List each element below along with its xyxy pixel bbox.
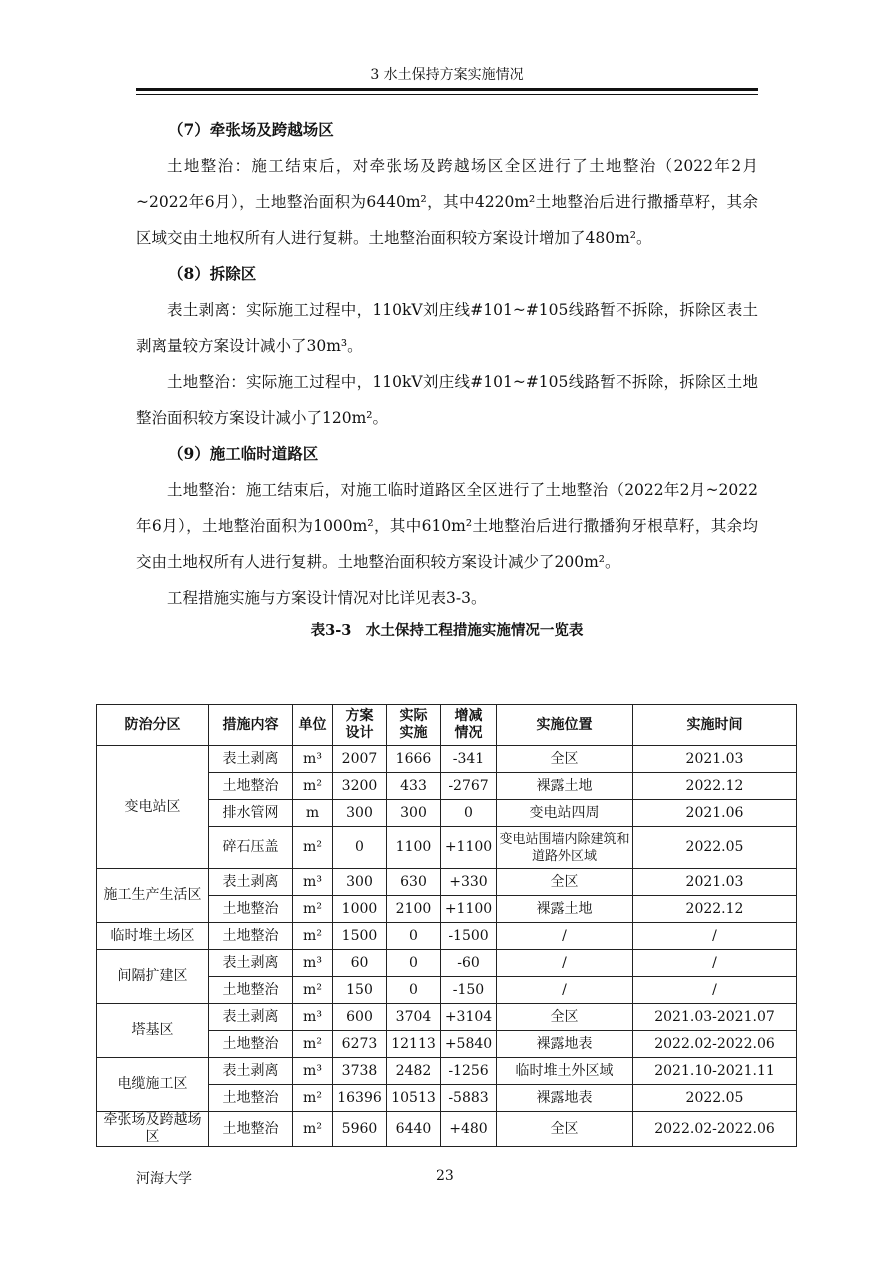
- design-cell: 60: [333, 950, 387, 977]
- actual-cell: 2482: [387, 1058, 441, 1085]
- col-location: 实施位置: [497, 705, 633, 746]
- paragraph: 土地整治：施工结束后，对牵张场及跨越场区全区进行了土地整治（2022年2月~2022年6月），土地整治面积为6440m²，其中4220m²土地整治后进行撒播草籽，其余区域交由土地权所有人进行复耕。土地整治面积较方案设计增加了480m²。: [136, 157, 758, 247]
- unit-cell: m²: [293, 827, 333, 869]
- measure-cell: 表土剥离: [209, 1058, 293, 1085]
- location-cell: 变电站围墙内除建筑和道路外区域: [497, 827, 633, 869]
- change-cell: +1100: [441, 896, 497, 923]
- change-cell: 0: [441, 800, 497, 827]
- time-cell: 2021.03: [633, 869, 797, 896]
- location-cell: 全区: [497, 1112, 633, 1147]
- section-heading-8: （8）拆除区: [168, 264, 257, 283]
- header-rule-thin: [136, 94, 758, 95]
- change-cell: -341: [441, 746, 497, 773]
- time-cell: 2022.02-2022.06: [633, 1031, 797, 1058]
- table-row: [97, 1058, 797, 1085]
- zone-cell: 变电站区: [97, 746, 209, 869]
- location-cell: 全区: [497, 1004, 633, 1031]
- section-heading-7: （7）牵张场及跨越场区: [168, 120, 334, 139]
- unit-cell: m²: [293, 1031, 333, 1058]
- change-cell: +1100: [441, 827, 497, 869]
- design-cell: 300: [333, 869, 387, 896]
- time-cell: /: [633, 977, 797, 1004]
- design-cell: 0: [333, 827, 387, 869]
- change-cell: +3104: [441, 1004, 497, 1031]
- location-cell: 裸露土地: [497, 773, 633, 800]
- paragraph: 工程措施实施与方案设计情况对比详见表3-3。: [167, 589, 487, 607]
- footer-org: 河海大学: [136, 1171, 192, 1187]
- measure-cell: 表土剥离: [209, 950, 293, 977]
- actual-cell: 2100: [387, 896, 441, 923]
- measure-cell: 表土剥离: [209, 1004, 293, 1031]
- actual-cell: 630: [387, 869, 441, 896]
- actual-cell: 1666: [387, 746, 441, 773]
- time-cell: 2022.05: [633, 1085, 797, 1112]
- zone-cell: 电缆施工区: [97, 1058, 209, 1112]
- change-cell: +330: [441, 869, 497, 896]
- zone-cell: 塔基区: [97, 1004, 209, 1058]
- col-change: 增减 情况: [441, 705, 497, 746]
- location-cell: 裸露地表: [497, 1031, 633, 1058]
- design-cell: 600: [333, 1004, 387, 1031]
- zone-cell: 牵张场及跨越场区: [97, 1112, 209, 1147]
- unit-cell: m²: [293, 773, 333, 800]
- actual-cell: 0: [387, 923, 441, 950]
- time-cell: /: [633, 923, 797, 950]
- unit-cell: m: [293, 800, 333, 827]
- paragraph: 表土剥离：实际施工过程中，110kV刘庄线#101~#105线路暂不拆除，拆除区表土剥离量较方案设计减小了30m³。: [136, 301, 758, 355]
- table-row: [97, 950, 797, 977]
- time-cell: /: [633, 950, 797, 977]
- col-zone: 防治分区: [97, 705, 209, 746]
- location-cell: 变电站四周: [497, 800, 633, 827]
- zone-cell: 临时堆土场区: [97, 923, 209, 950]
- location-cell: 全区: [497, 869, 633, 896]
- measure-cell: 碎石压盖: [209, 827, 293, 869]
- change-cell: -2767: [441, 773, 497, 800]
- actual-cell: 12113: [387, 1031, 441, 1058]
- measure-cell: 表土剥离: [209, 746, 293, 773]
- col-time: 实施时间: [633, 705, 797, 746]
- actual-cell: 0: [387, 977, 441, 1004]
- change-cell: -1500: [441, 923, 497, 950]
- time-cell: 2022.02-2022.06: [633, 1112, 797, 1147]
- table-caption: 表3-3 水土保持工程措施实施情况一览表: [310, 622, 584, 639]
- zone-cell: 间隔扩建区: [97, 950, 209, 1004]
- actual-cell: 3704: [387, 1004, 441, 1031]
- body-text: [136, 112, 758, 646]
- location-cell: 裸露地表: [497, 1085, 633, 1112]
- table-row: [97, 869, 797, 896]
- page-number: 23: [436, 1168, 454, 1184]
- design-cell: 2007: [333, 746, 387, 773]
- time-cell: 2021.10-2021.11: [633, 1058, 797, 1085]
- measure-cell: 排水管网: [209, 800, 293, 827]
- time-cell: 2022.12: [633, 896, 797, 923]
- section-heading-9: （9）施工临时道路区: [168, 444, 319, 463]
- measure-cell: 土地整治: [209, 1112, 293, 1147]
- actual-cell: 6440: [387, 1112, 441, 1147]
- measure-cell: 表土剥离: [209, 869, 293, 896]
- actual-cell: 0: [387, 950, 441, 977]
- design-cell: 3200: [333, 773, 387, 800]
- location-cell: /: [497, 923, 633, 950]
- col-unit: 单位: [293, 705, 333, 746]
- unit-cell: m³: [293, 1058, 333, 1085]
- change-cell: +5840: [441, 1031, 497, 1058]
- time-cell: 2021.03: [633, 746, 797, 773]
- running-header: 3 水土保持方案实施情况: [370, 67, 524, 83]
- design-cell: 150: [333, 977, 387, 1004]
- table-row: [97, 1004, 797, 1031]
- design-cell: 16396: [333, 1085, 387, 1112]
- unit-cell: m²: [293, 1112, 333, 1147]
- unit-cell: m³: [293, 950, 333, 977]
- table-header-row: [97, 705, 797, 746]
- location-cell: 全区: [497, 746, 633, 773]
- col-actual: 实际 实施: [387, 705, 441, 746]
- unit-cell: m²: [293, 923, 333, 950]
- measure-cell: 土地整治: [209, 977, 293, 1004]
- actual-cell: 433: [387, 773, 441, 800]
- design-cell: 1500: [333, 923, 387, 950]
- unit-cell: m³: [293, 746, 333, 773]
- paragraph: 土地整治：施工结束后，对施工临时道路区全区进行了土地整治（2022年2月~2022年6月），土地整治面积为1000m²，其中610m²土地整治后进行撒播狗牙根草籽，其余均交由土地权所有人进行复耕。土地整治面积较方案设计减少了200m²。: [136, 481, 758, 571]
- change-cell: -5883: [441, 1085, 497, 1112]
- design-cell: 5960: [333, 1112, 387, 1147]
- location-cell: 裸露土地: [497, 896, 633, 923]
- change-cell: -1256: [441, 1058, 497, 1085]
- measure-cell: 土地整治: [209, 1031, 293, 1058]
- col-measure: 措施内容: [209, 705, 293, 746]
- location-cell: /: [497, 950, 633, 977]
- paragraph: 土地整治：实际施工过程中，110kV刘庄线#101~#105线路暂不拆除，拆除区土地整治面积较方案设计减小了120m²。: [136, 373, 758, 427]
- measure-cell: 土地整治: [209, 773, 293, 800]
- header-rule-thick: [136, 88, 758, 91]
- actual-cell: 1100: [387, 827, 441, 869]
- actual-cell: 300: [387, 800, 441, 827]
- unit-cell: m³: [293, 869, 333, 896]
- change-cell: +480: [441, 1112, 497, 1147]
- unit-cell: m²: [293, 1085, 333, 1112]
- actual-cell: 10513: [387, 1085, 441, 1112]
- design-cell: 6273: [333, 1031, 387, 1058]
- time-cell: 2022.12: [633, 773, 797, 800]
- table-row: [97, 1112, 797, 1147]
- unit-cell: m³: [293, 1004, 333, 1031]
- measures-table: [96, 704, 797, 1147]
- time-cell: 2021.06: [633, 800, 797, 827]
- unit-cell: m²: [293, 977, 333, 1004]
- measure-cell: 土地整治: [209, 1085, 293, 1112]
- design-cell: 3738: [333, 1058, 387, 1085]
- unit-cell: m²: [293, 896, 333, 923]
- time-cell: 2022.05: [633, 827, 797, 869]
- change-cell: -150: [441, 977, 497, 1004]
- zone-cell: 施工生产生活区: [97, 869, 209, 923]
- design-cell: 1000: [333, 896, 387, 923]
- table-row: [97, 923, 797, 950]
- change-cell: -60: [441, 950, 497, 977]
- col-design: 方案 设计: [333, 705, 387, 746]
- design-cell: 300: [333, 800, 387, 827]
- location-cell: /: [497, 977, 633, 1004]
- location-cell: 临时堆土外区域: [497, 1058, 633, 1085]
- measure-cell: 土地整治: [209, 923, 293, 950]
- time-cell: 2021.03-2021.07: [633, 1004, 797, 1031]
- table-row: [97, 746, 797, 773]
- measure-cell: 土地整治: [209, 896, 293, 923]
